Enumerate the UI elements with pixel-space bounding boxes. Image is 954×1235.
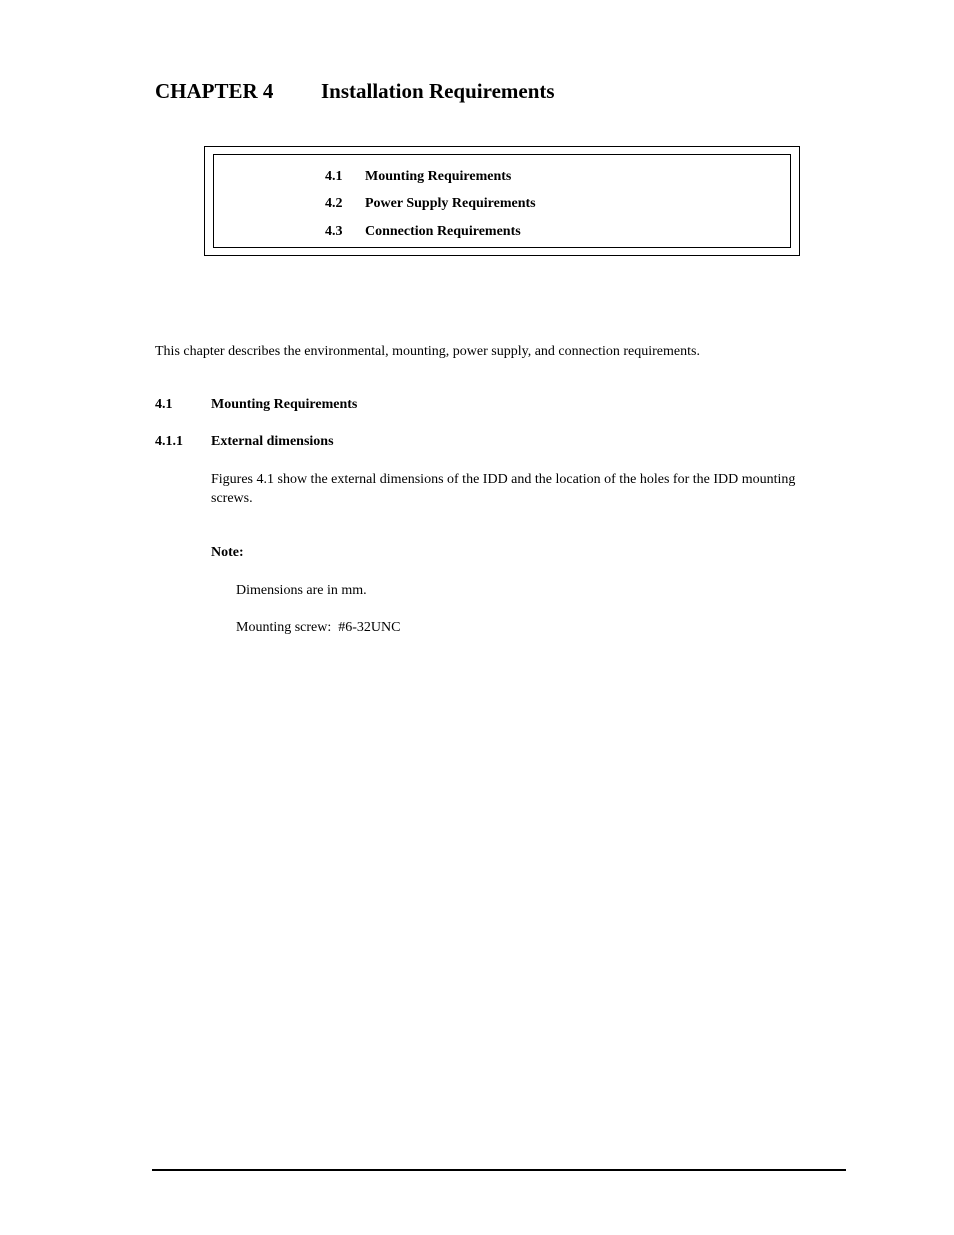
chapter-contents-inner <box>213 154 791 248</box>
subsection-title: External dimensions <box>211 434 334 449</box>
toc-item-label: Power Supply Requirements <box>365 196 536 211</box>
chapter-heading <box>155 79 555 104</box>
section-title: Mounting Requirements <box>211 397 358 412</box>
body-paragraph: Figures 4.1 show the external dimensions of the IDD and the location of the holes for the IDD mounting screws. <box>211 472 796 506</box>
toc-item-label: Connection Requirements <box>365 224 521 239</box>
chapter-title: Installation Requirements <box>321 79 555 103</box>
toc-item-number: 4.1 <box>325 169 343 184</box>
toc-item <box>325 224 521 240</box>
section-heading <box>155 397 357 413</box>
chapter-number: CHAPTER 4 <box>155 79 274 103</box>
intro-paragraph: This chapter describes the environmental, mounting, power supply, and connection requirements. <box>155 344 700 359</box>
subsection-heading <box>155 434 334 450</box>
toc-item-number: 4.2 <box>325 196 343 211</box>
note-line: Dimensions are in mm. <box>236 583 367 598</box>
toc-item <box>325 196 536 212</box>
note-line: Mounting screw: #6-32UNC <box>236 620 401 635</box>
subsection-number: 4.1.1 <box>155 434 183 449</box>
chapter-contents-box <box>204 146 800 256</box>
footer-divider <box>152 1169 846 1171</box>
toc-item <box>325 169 511 185</box>
toc-item-label: Mounting Requirements <box>365 169 512 184</box>
toc-item-number: 4.3 <box>325 224 343 239</box>
note-label: Note: <box>211 545 244 560</box>
section-number: 4.1 <box>155 397 173 412</box>
